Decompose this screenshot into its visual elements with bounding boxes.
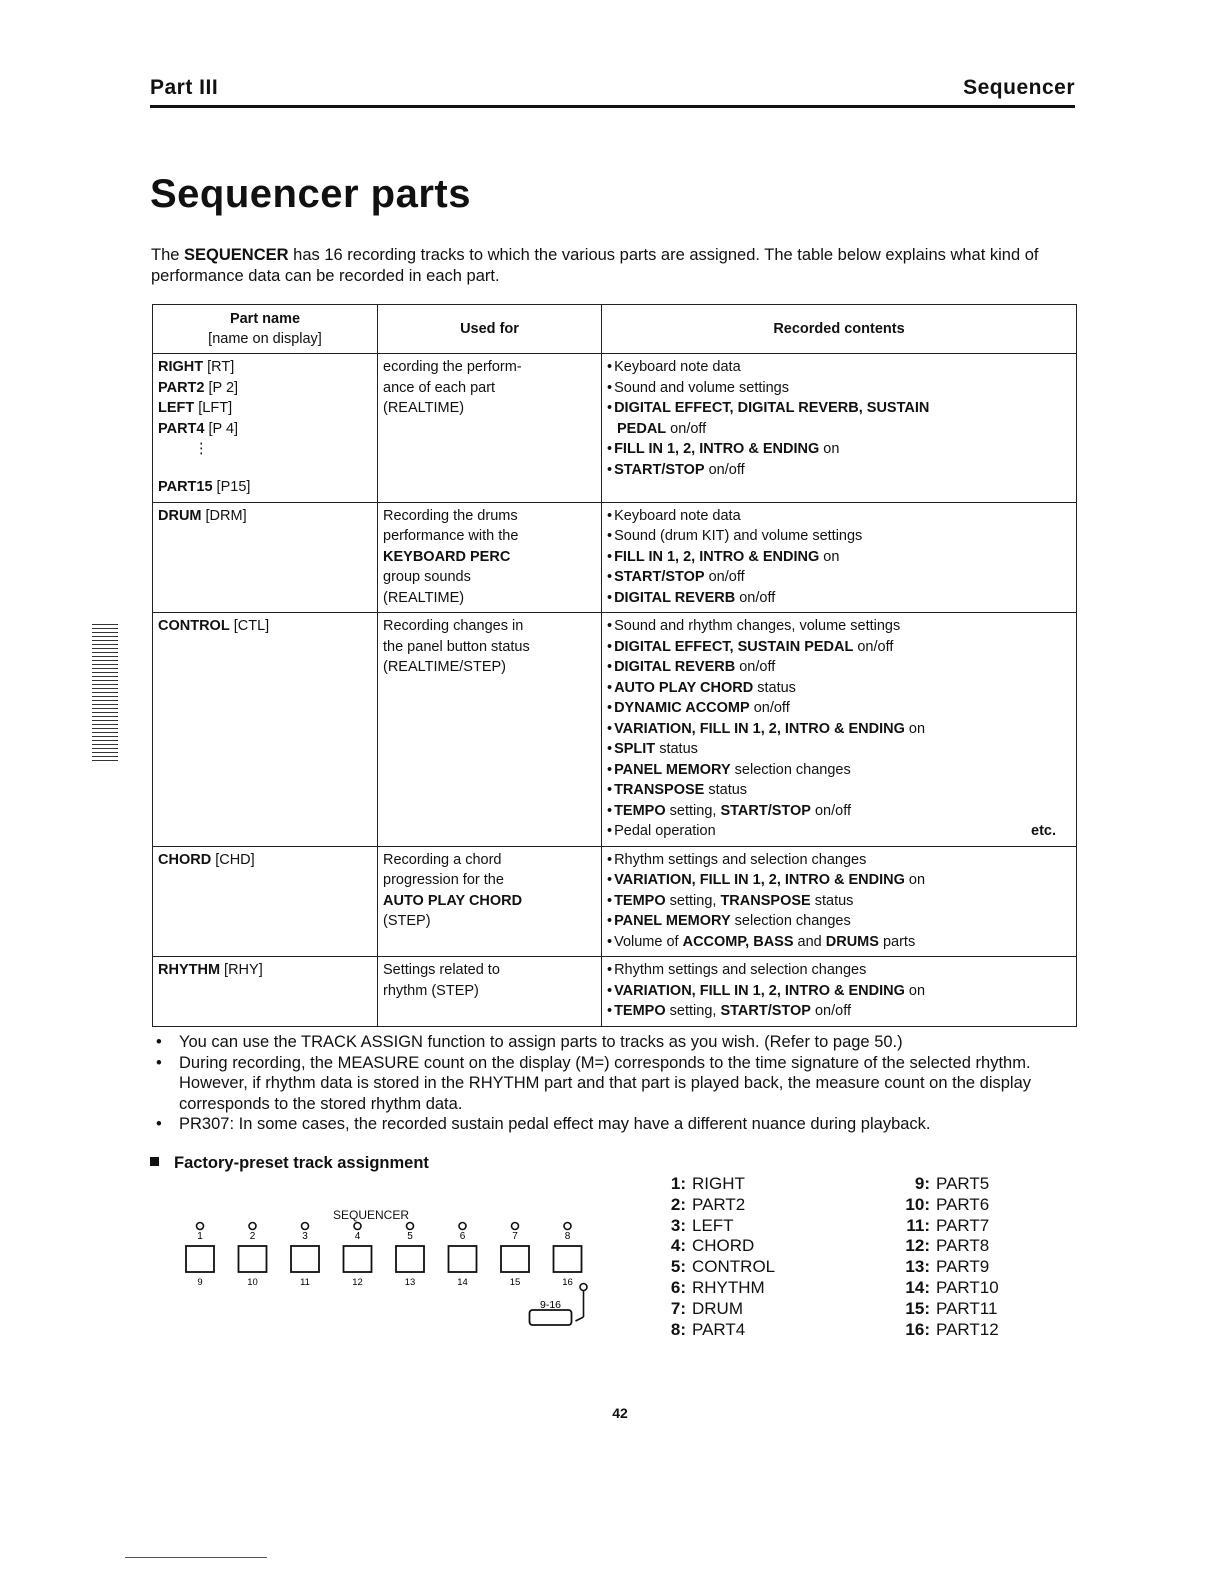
content-line bbox=[607, 821, 1070, 842]
content-bold: DIGITAL REVERB bbox=[614, 659, 736, 675]
part-display-name: [RT] bbox=[203, 359, 235, 375]
content-text: Pedal operation bbox=[614, 823, 716, 839]
part-name: RHYTHM bbox=[158, 962, 221, 978]
track-number: 16: bbox=[905, 1319, 930, 1339]
table-row bbox=[153, 957, 1077, 1027]
track-number: 13: bbox=[905, 1257, 930, 1277]
header-part-label: Part III bbox=[150, 76, 219, 99]
content-text: selection changes bbox=[730, 761, 851, 778]
footer-rule bbox=[125, 1557, 267, 1558]
content-text: status bbox=[810, 892, 854, 909]
used-for-line: the panel button status bbox=[383, 638, 530, 655]
content-text: parts bbox=[878, 933, 916, 950]
content-line bbox=[607, 439, 1070, 460]
track-led-icon bbox=[512, 1223, 519, 1230]
track-part-name: PART10 bbox=[936, 1277, 999, 1297]
track-number-top: 1 bbox=[197, 1231, 203, 1242]
header-used-for: Used for bbox=[378, 305, 602, 354]
part-display-name: [P 2] bbox=[204, 379, 239, 396]
content-bold: SPLIT bbox=[614, 741, 656, 757]
track-number-top: 5 bbox=[407, 1231, 413, 1242]
track-number: 15: bbox=[905, 1298, 930, 1318]
track-number-bottom: 11 bbox=[300, 1277, 310, 1288]
track-number: 2: bbox=[670, 1194, 686, 1214]
track-number: 5: bbox=[670, 1257, 686, 1277]
part-line bbox=[158, 398, 371, 419]
margin-barcode-mark bbox=[92, 624, 118, 764]
content-bold: TEMPO bbox=[614, 802, 666, 819]
header-part-name bbox=[153, 305, 378, 354]
track-number: 9: bbox=[914, 1174, 930, 1193]
track-number-bottom: 15 bbox=[509, 1277, 521, 1288]
header-recorded-contents: Recorded contents bbox=[602, 305, 1077, 354]
track-led-icon bbox=[407, 1223, 414, 1230]
track-button bbox=[449, 1246, 477, 1272]
part-name: PART4 bbox=[158, 420, 205, 437]
content-text: on/off bbox=[810, 802, 851, 819]
content-text: on/off bbox=[749, 700, 790, 716]
header-part-name-sub: [name on display] bbox=[208, 331, 322, 347]
content-line bbox=[607, 891, 1070, 912]
assignment-row bbox=[870, 1257, 999, 1278]
note-item: • During recording, the MEASURE count on the display (M=) corresponds to the time signature of the selected rhythm. However, if rhythm data is stored in the RHYTHM part and that part is played back, the measure count on the display corresponds to the stored rhythm data. bbox=[156, 1053, 1081, 1115]
track-button bbox=[396, 1246, 424, 1272]
content-text: status bbox=[753, 679, 796, 696]
part-name: PART2 bbox=[158, 379, 205, 396]
track-button bbox=[239, 1246, 267, 1272]
used-for-cell bbox=[378, 502, 602, 613]
range-connector bbox=[576, 1317, 584, 1321]
used-for-line: KEYBOARD PERC bbox=[383, 548, 511, 565]
track-number-top: 7 bbox=[512, 1231, 518, 1242]
recorded-contents-cell bbox=[602, 502, 1077, 613]
part-name: RIGHT bbox=[158, 359, 204, 375]
range-button-label: 9-16 bbox=[539, 1299, 562, 1311]
part-name: LEFT bbox=[158, 400, 195, 416]
used-for-cell bbox=[378, 846, 602, 957]
header-rule bbox=[150, 105, 1075, 108]
recorded-contents-cell bbox=[602, 354, 1077, 503]
content-bold: TEMPO bbox=[614, 1003, 666, 1019]
spacer bbox=[158, 459, 371, 477]
content-bold: TRANSPOSE bbox=[720, 892, 811, 909]
track-led-icon bbox=[249, 1223, 256, 1230]
part-line bbox=[158, 477, 371, 498]
content-bold: PANEL MEMORY bbox=[614, 761, 731, 778]
track-number-top: 3 bbox=[302, 1231, 308, 1242]
table-header-row bbox=[153, 305, 1077, 354]
content-text: selection changes bbox=[730, 913, 851, 929]
assignment-column-1 bbox=[640, 1174, 775, 1340]
used-for-line: rhythm (STEP) bbox=[383, 982, 479, 999]
header-section-label: Sequencer bbox=[963, 76, 1075, 99]
used-for-line: (STEP) bbox=[383, 913, 431, 929]
table-row bbox=[153, 613, 1077, 847]
content-line bbox=[607, 760, 1070, 781]
part-line bbox=[158, 357, 371, 378]
content-bold: FILL IN 1, 2, INTRO & ENDING bbox=[614, 548, 820, 565]
used-for-cell bbox=[378, 354, 602, 503]
content-bold: PEDAL bbox=[617, 420, 667, 437]
content-line bbox=[607, 981, 1070, 1002]
content-bold: VARIATION, FILL IN 1, 2, INTRO & ENDING bbox=[614, 720, 905, 737]
content-line bbox=[607, 506, 1070, 527]
used-for-line: progression for the bbox=[383, 872, 504, 888]
track-part-name: PART11 bbox=[936, 1298, 998, 1318]
content-bold: PANEL MEMORY bbox=[614, 913, 731, 929]
track-part-name: RHYTHM bbox=[692, 1277, 765, 1297]
assignment-row bbox=[640, 1236, 775, 1257]
content-bold: TEMPO bbox=[614, 892, 666, 909]
track-part-name: PART5 bbox=[936, 1174, 990, 1193]
used-for-line: ance of each part bbox=[383, 379, 496, 396]
content-text: on/off bbox=[704, 461, 745, 478]
track-number: 1: bbox=[670, 1174, 686, 1193]
sequencer-panel-diagram bbox=[175, 1195, 595, 1335]
track-part-name: PART6 bbox=[936, 1194, 990, 1214]
content-line bbox=[607, 850, 1070, 871]
track-part-name: CONTROL bbox=[692, 1257, 776, 1277]
track-button bbox=[501, 1246, 529, 1272]
content-bold: START/STOP bbox=[614, 461, 705, 478]
page-title: Sequencer parts bbox=[150, 172, 471, 216]
assignment-row bbox=[640, 1174, 775, 1195]
assignment-row bbox=[640, 1320, 775, 1341]
content-text: on/off bbox=[735, 589, 776, 606]
content-text: on bbox=[819, 548, 840, 565]
part-name: DRUM bbox=[158, 507, 202, 524]
content-bold: VARIATION, FILL IN 1, 2, INTRO & ENDING bbox=[614, 872, 905, 888]
intro-text-bold: SEQUENCER bbox=[184, 246, 289, 264]
content-line bbox=[607, 960, 1070, 981]
part-display-name: [P15] bbox=[212, 479, 251, 495]
content-line bbox=[607, 657, 1070, 678]
track-part-name: DRUM bbox=[692, 1298, 743, 1318]
sequencer-parts-table bbox=[152, 304, 1077, 1027]
content-text: Keyboard note data bbox=[614, 359, 741, 375]
content-bold: AUTO PLAY CHORD bbox=[614, 679, 754, 696]
square-bullet-icon bbox=[150, 1157, 159, 1166]
track-number: 12: bbox=[905, 1236, 930, 1256]
page-number: 42 bbox=[612, 1405, 628, 1421]
assignment-row bbox=[640, 1278, 775, 1299]
track-part-name: PART2 bbox=[692, 1194, 746, 1214]
part-display-name: [P 4] bbox=[204, 420, 239, 437]
table-body bbox=[153, 354, 1077, 1027]
track-part-name: PART12 bbox=[936, 1319, 999, 1339]
content-text: setting, bbox=[665, 892, 721, 909]
track-part-name: PART7 bbox=[936, 1215, 990, 1235]
track-led-icon bbox=[354, 1223, 361, 1230]
recorded-contents-cell bbox=[602, 957, 1077, 1027]
assignment-row bbox=[870, 1299, 999, 1320]
used-for-line: Recording changes in bbox=[383, 618, 524, 634]
content-bold: START/STOP bbox=[614, 569, 705, 585]
content-text: on/off bbox=[666, 420, 707, 437]
track-led-icon bbox=[459, 1223, 466, 1230]
assignment-row bbox=[640, 1195, 775, 1216]
used-for-line: ecording the perform- bbox=[383, 359, 522, 375]
recorded-contents-cell bbox=[602, 613, 1077, 847]
used-for-line: Recording a chord bbox=[383, 851, 502, 868]
part-name-cell bbox=[153, 613, 378, 847]
used-for-line: Settings related to bbox=[383, 962, 500, 978]
assignment-row bbox=[870, 1216, 999, 1237]
track-button bbox=[291, 1246, 319, 1272]
assignment-row bbox=[870, 1195, 999, 1216]
used-for-line: AUTO PLAY CHORD bbox=[383, 892, 523, 909]
part-name: CHORD bbox=[158, 851, 212, 868]
track-part-name: LEFT bbox=[692, 1215, 734, 1235]
track-button bbox=[554, 1246, 582, 1272]
content-bold: VARIATION, FILL IN 1, 2, INTRO & ENDING bbox=[614, 982, 905, 999]
content-text: setting, bbox=[665, 802, 721, 819]
track-number-bottom: 10 bbox=[247, 1277, 258, 1288]
content-bold: DRUMS bbox=[825, 933, 879, 950]
assignment-row bbox=[870, 1236, 999, 1257]
track-part-name: PART9 bbox=[936, 1257, 990, 1277]
range-9-16-button bbox=[530, 1310, 572, 1325]
content-bold: START/STOP bbox=[720, 802, 811, 819]
part-line bbox=[158, 378, 371, 399]
part-line bbox=[158, 419, 371, 440]
used-for-cell bbox=[378, 957, 602, 1027]
track-number-top: 6 bbox=[459, 1231, 466, 1242]
content-text: status bbox=[655, 741, 698, 757]
range-led-icon bbox=[580, 1284, 587, 1291]
track-led-icon bbox=[302, 1223, 309, 1230]
content-bold: DIGITAL REVERB bbox=[614, 589, 736, 606]
track-number: 14: bbox=[905, 1277, 930, 1297]
content-bold: START/STOP bbox=[720, 1003, 811, 1019]
section-heading bbox=[150, 1154, 429, 1173]
content-bold: DYNAMIC ACCOMP bbox=[614, 700, 750, 716]
content-text: Sound (drum KIT) and volume settings bbox=[614, 528, 863, 544]
section-heading-text: Factory-preset track assignment bbox=[174, 1154, 429, 1172]
track-number: 4: bbox=[670, 1236, 686, 1256]
track-number-bottom: 13 bbox=[404, 1277, 416, 1288]
part-name: CONTROL bbox=[158, 618, 230, 634]
part-name-cell bbox=[153, 502, 378, 613]
used-for-line: Recording the drums bbox=[383, 507, 518, 524]
content-line bbox=[607, 526, 1070, 547]
content-text: on/off bbox=[735, 659, 776, 675]
part-line bbox=[158, 616, 371, 637]
track-number-top: 4 bbox=[354, 1231, 361, 1242]
table-row bbox=[153, 502, 1077, 613]
content-line bbox=[607, 698, 1070, 719]
used-for-line: (REALTIME) bbox=[383, 589, 465, 606]
recorded-contents-cell bbox=[602, 846, 1077, 957]
part-name-cell bbox=[153, 957, 378, 1027]
track-number-bottom: 12 bbox=[352, 1277, 363, 1288]
content-line bbox=[607, 378, 1070, 399]
content-line bbox=[607, 419, 1070, 440]
part-display-name: [LFT] bbox=[194, 400, 233, 416]
intro-paragraph bbox=[151, 245, 1076, 287]
track-part-name: RIGHT bbox=[692, 1174, 745, 1193]
track-number: 11: bbox=[906, 1215, 930, 1235]
content-line bbox=[607, 547, 1070, 568]
table-row bbox=[153, 846, 1077, 957]
track-number: 10: bbox=[905, 1194, 930, 1214]
part-line bbox=[158, 850, 371, 871]
content-line bbox=[607, 719, 1070, 740]
assignment-row bbox=[870, 1320, 999, 1341]
sequencer-panel-label: SEQUENCER bbox=[333, 1208, 410, 1222]
track-part-name: CHORD bbox=[692, 1236, 755, 1256]
content-line bbox=[607, 616, 1070, 637]
vertical-ellipsis: ⋮ bbox=[194, 441, 209, 457]
content-text: on/off bbox=[810, 1003, 851, 1019]
content-text: Volume of bbox=[614, 933, 683, 950]
content-text: on bbox=[904, 982, 926, 999]
assignment-row bbox=[640, 1299, 775, 1320]
content-text: and bbox=[793, 933, 826, 950]
table-row bbox=[153, 354, 1077, 503]
track-led-icon bbox=[197, 1223, 204, 1230]
notes-list bbox=[156, 1032, 1081, 1135]
content-text: on/off bbox=[853, 638, 894, 655]
track-number-top: 8 bbox=[564, 1231, 571, 1242]
content-line bbox=[607, 637, 1070, 658]
content-bold: FILL IN 1, 2, INTRO & ENDING bbox=[614, 441, 820, 457]
part-display-name: [RHY] bbox=[220, 962, 263, 978]
header-part-name-title: Part name bbox=[229, 310, 301, 327]
part-name: PART15 bbox=[158, 479, 213, 495]
assignment-row bbox=[870, 1174, 999, 1195]
content-line bbox=[607, 932, 1070, 953]
content-text: on bbox=[904, 720, 926, 737]
content-line bbox=[607, 911, 1070, 932]
content-line bbox=[607, 398, 1070, 419]
content-text: on/off bbox=[704, 569, 745, 585]
content-line bbox=[607, 870, 1070, 891]
note-item: • You can use the TRACK ASSIGN function to assign parts to tracks as you wish. (Refer to page 50.) bbox=[156, 1032, 1081, 1053]
assignment-row bbox=[640, 1216, 775, 1237]
content-line bbox=[607, 357, 1070, 378]
track-number: 3: bbox=[670, 1215, 686, 1235]
part-display-name: [CTL] bbox=[229, 618, 270, 634]
used-for-cell bbox=[378, 613, 602, 847]
content-text: Sound and rhythm changes, volume settings bbox=[614, 618, 901, 634]
used-for-line: performance with the bbox=[383, 528, 519, 544]
track-led-icon bbox=[564, 1223, 571, 1230]
content-text: on bbox=[904, 872, 926, 888]
assignment-row bbox=[640, 1257, 775, 1278]
content-bold: DIGITAL EFFECT, SUSTAIN PEDAL bbox=[614, 638, 854, 655]
content-etc: etc. bbox=[1031, 823, 1056, 839]
intro-text-after: has 16 recording tracks to which the various parts are assigned. The table below explains what kind of performance data can be recorded in each part. bbox=[151, 246, 1039, 285]
track-button bbox=[186, 1246, 214, 1272]
part-display-name: [CHD] bbox=[211, 851, 255, 868]
track-number: 8: bbox=[670, 1319, 686, 1339]
part-name-cell bbox=[153, 354, 378, 503]
assignment-column-2 bbox=[870, 1174, 999, 1340]
content-line bbox=[607, 1001, 1070, 1022]
assignment-row bbox=[870, 1278, 999, 1299]
track-number: 7: bbox=[670, 1298, 686, 1318]
track-number-bottom: 16 bbox=[562, 1277, 573, 1288]
track-part-name: PART4 bbox=[692, 1319, 746, 1339]
track-number-bottom: 9 bbox=[197, 1277, 203, 1288]
content-text: on bbox=[819, 441, 840, 457]
content-text: status bbox=[704, 782, 748, 798]
content-line bbox=[607, 567, 1070, 588]
content-line bbox=[607, 739, 1070, 760]
content-text: Rhythm settings and selection changes bbox=[614, 962, 867, 978]
content-text: Sound and volume settings bbox=[614, 379, 789, 396]
content-bold: TRANSPOSE bbox=[614, 782, 705, 798]
content-text: setting, bbox=[665, 1003, 721, 1019]
content-line bbox=[607, 780, 1070, 801]
track-number: 6: bbox=[670, 1277, 686, 1297]
content-text: Rhythm settings and selection changes bbox=[614, 851, 867, 868]
content-line bbox=[607, 801, 1070, 822]
content-line bbox=[607, 460, 1070, 481]
used-for-line: (REALTIME) bbox=[383, 400, 465, 416]
note-item: • PR307: In some cases, the recorded sustain pedal effect may have a different nuance during playback. bbox=[156, 1114, 1081, 1135]
content-text: Keyboard note data bbox=[614, 507, 741, 524]
track-number-bottom: 14 bbox=[457, 1277, 468, 1288]
content-line bbox=[607, 588, 1070, 609]
content-bold: ACCOMP, BASS bbox=[682, 933, 794, 950]
part-line bbox=[158, 960, 371, 981]
used-for-line: group sounds bbox=[383, 569, 471, 585]
intro-text-before: The bbox=[151, 246, 185, 264]
part-display-name: [DRM] bbox=[201, 507, 247, 524]
content-bold: DIGITAL EFFECT, DIGITAL REVERB, SUSTAIN bbox=[614, 400, 930, 416]
track-number-top: 2 bbox=[249, 1231, 256, 1242]
content-line bbox=[607, 678, 1070, 699]
part-line bbox=[158, 506, 371, 527]
track-part-name: PART8 bbox=[936, 1236, 990, 1256]
track-button bbox=[344, 1246, 372, 1272]
used-for-line: (REALTIME/STEP) bbox=[383, 659, 506, 675]
part-name-cell bbox=[153, 846, 378, 957]
